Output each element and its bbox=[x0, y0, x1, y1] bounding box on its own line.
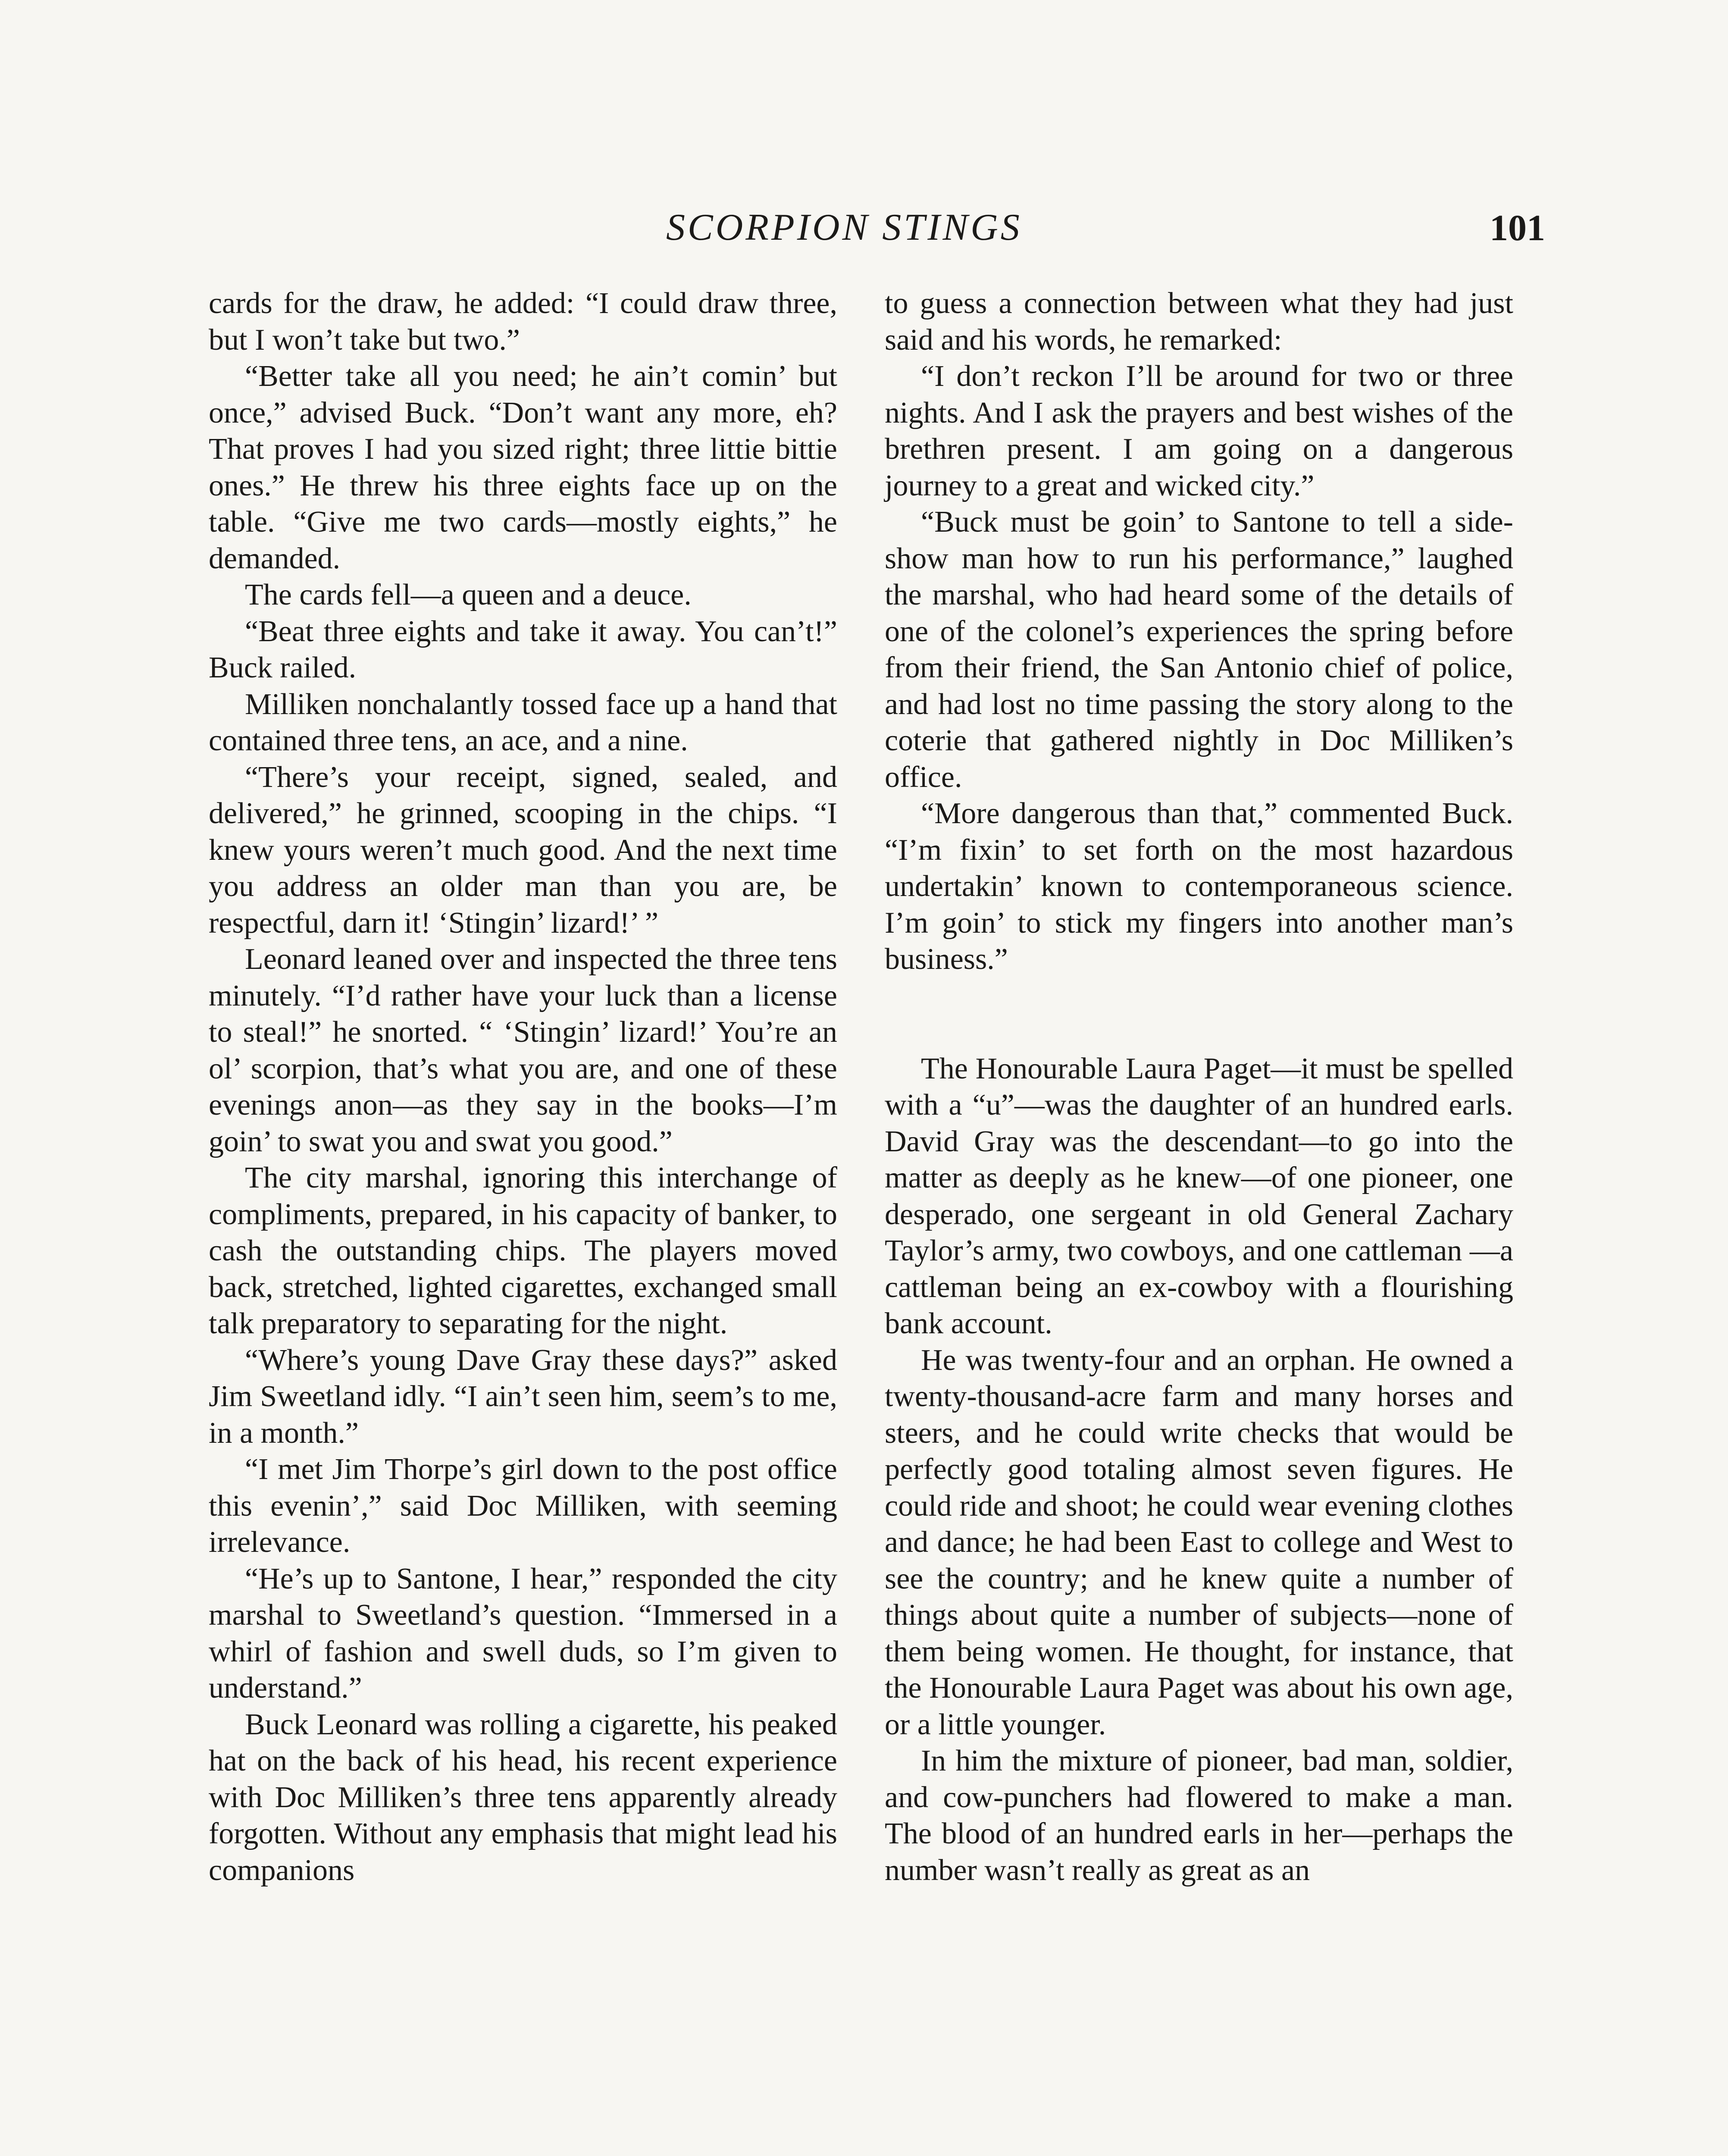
paragraph: “Buck must be goin’ to Santone to tell a side-show man how to run his performance,” laughed the marshal, who had heard some of the details of one of the colonel’s experiences the spring before from their friend, the San Antonio chief of police, and had lost no time passing the story along to the coterie that gathered nightly in Doc Milliken’s office. bbox=[885, 505, 1513, 794]
running-title: SCORPION STINGS bbox=[666, 207, 1022, 248]
paragraph: Buck Leonard was rolling a cigarette, his peaked hat on the back of his head, his recent experience with Doc Milliken’s three tens apparently already forgotten. Without any emphasis that might lead his companions bbox=[209, 1708, 837, 1887]
running-head bbox=[0, 202, 1728, 254]
paragraph: He was twenty-four and an orphan. He owned a twenty-thousand-acre farm and many horses and steers, and he could write checks that would be perfectly good totaling almost seven figures. He could ride and shoot; he could wear evening clothes and dance; he had been East to college and West to see the country; and he knew quite a number of things about quite a number of subjects—none of them being women. He thought, for instance, that the Honourable Laura Paget was about his own age, or a little younger. bbox=[885, 1343, 1513, 1741]
paragraph: “I don’t reckon I’ll be around for two or three nights. And I ask the prayers and best wishes of the brethren present. I am going on a dangerous journey to a great and wicked city.” bbox=[885, 360, 1513, 502]
paragraph: to guess a connection between what they had just said and his words, he remarked: bbox=[885, 287, 1513, 357]
paragraph: In him the mixture of pioneer, bad man, soldier, and cow-punchers had flowered to make a man. The blood of an hundred earls in her—perhaps the number wasn’t really as great as an bbox=[885, 1744, 1513, 1887]
paragraph: “More dangerous than that,” commented Buck. “I’m fixin’ to set forth on the most hazardous undertakin’ known to contemporaneous science. I’m goin’ to stick my fingers into another man’s business.” bbox=[885, 797, 1513, 976]
paragraph: Leonard leaned over and inspected the three tens minutely. “I’d rather have your luck than a license to steal!” he snorted. “ ‘Stingin’ lizard!’ You’re an ol’ scorpion, that’s what you are, and one of these evenings anon—as they say in the books—I’m goin’ to swat you and swat you good.” bbox=[209, 943, 837, 1158]
right-column bbox=[885, 285, 1513, 1889]
paragraph: Milliken nonchalantly tossed face up a hand that contained three tens, an ace, and a nine. bbox=[209, 687, 837, 757]
paragraph: “He’s up to Santone, I hear,” responded the city marshal to Sweetland’s question. “Immersed in a whirl of fashion and swell duds, so I’m given to understand.” bbox=[209, 1562, 837, 1705]
paragraph: The Honourable Laura Paget—it must be spelled with a “u”—was the daughter of an hundred earls. David Gray was the descendant—to go into the matter as deeply as he knew—of one pioneer, one desperado, one sergeant in old General Zachary Taylor’s army, two cowboys, and one cattleman —a cattleman being an ex-cowboy with a flourishing bank account. bbox=[885, 1052, 1513, 1340]
paragraph: “Where’s young Dave Gray these days?” asked Jim Sweetland idly. “I ain’t seen him, seem’s to me, in a month.” bbox=[209, 1343, 837, 1450]
paragraph: “There’s your receipt, signed, sealed, and delivered,” he grinned, scooping in the chips. “I knew yours weren’t much good. And the next time you address an older man than you are, be respectful, darn it! ‘Stingin’ lizard!’ ” bbox=[209, 760, 837, 940]
page-number: 101 bbox=[1490, 207, 1545, 248]
paragraph: cards for the draw, he added: “I could draw three, but I won’t take but two.” bbox=[209, 287, 837, 357]
paragraph: “Better take all you need; he ain’t comin’ but once,” advised Buck. “Don’t want any more, eh? That proves I had you sized right; three littie bittie ones.” He threw his three eights face up on the table. “Give me two cards—mostly eights,” he demanded. bbox=[209, 360, 837, 575]
paragraph: “Beat three eights and take it away. You can’t!” Buck railed. bbox=[209, 614, 837, 684]
section-break bbox=[885, 978, 1513, 1051]
paragraph: “I met Jim Thorpe’s girl down to the post office this evenin’,” said Doc Milliken, with seeming irrelevance. bbox=[209, 1453, 837, 1559]
paragraph: The cards fell—a queen and a deuce. bbox=[245, 578, 692, 611]
left-column bbox=[209, 285, 837, 1889]
paragraph: The city marshal, ignoring this interchange of compliments, prepared, in his capacity of banker, to cash the outstanding chips. The players moved back, stretched, lighted cigarettes, exchanged small talk preparatory to separating for the night. bbox=[209, 1161, 837, 1340]
